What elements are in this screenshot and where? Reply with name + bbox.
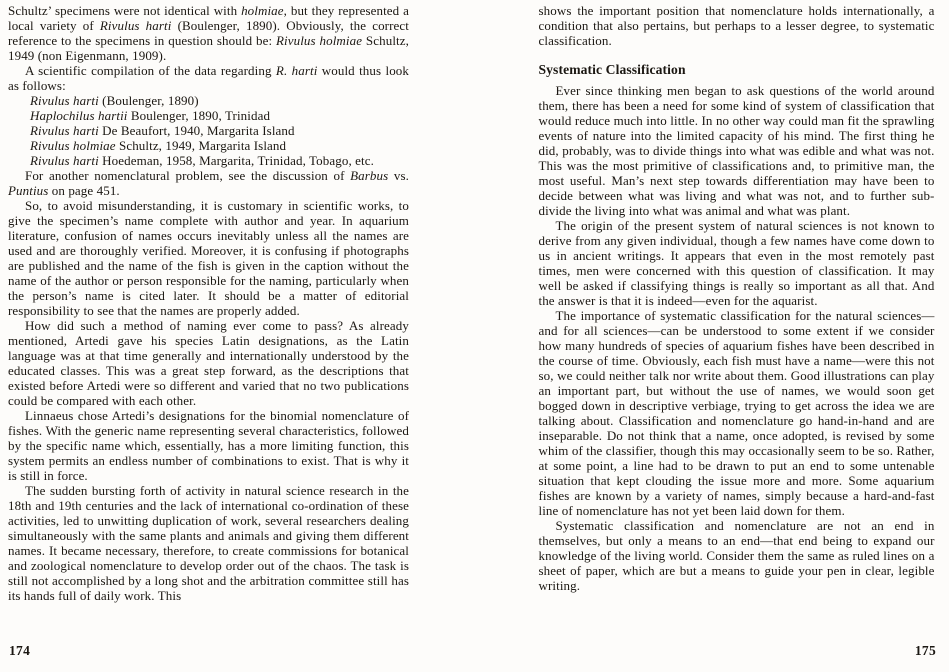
text-run: shows the important position that nomenclature holds internationally, a condition that also pertains, but perhaps to a lesser degree, to systematic classification. <box>538 3 935 48</box>
text-run: De Beaufort, 1940, Margarita Island <box>98 123 295 138</box>
species-name-italic: Barbus <box>350 168 389 183</box>
text-run: Schultz’ specimens were not identical with <box>8 3 242 18</box>
species-name-italic: Puntius <box>8 183 49 198</box>
paragraph <box>539 308 935 518</box>
page-175 <box>475 0 949 672</box>
text-run: , but they represented a local variety of <box>8 3 409 33</box>
text-run: The importance of systematic classification for the natural sciences—and for all sciences—can be understood to some extent if we consider how many hundreds of species of aquarium fishes have been described in the course of time. Obviously, each fish must have a name—were this not so, we could neither talk nor write about them. Good illustrations can play an important part, but without the use of names, we would soon get bogged down in descriptive verbiage, trying to get across the idea we are talking about. Classification and nomenclature go hand-in-hand and are inseparable. Do not think that a name, once adopted, is revised by some whim of the classifier, though this may occasionally seem to be so. Rather, at some point, a line had to be drawn to put an end to some untenable situation that kept clouding the issue more and more. Some aquarium fishes are known by a variety of names, simply because a hard-and-fast line of nomenclature has not yet been laid down for them. <box>538 308 935 518</box>
species-name-italic: Rivulus holmiae <box>276 33 363 48</box>
synonymy-entry <box>8 123 409 138</box>
paragraph <box>8 63 409 93</box>
text-run: Linnaeus chose Artedi’s designations for the binomial nomenclature of fishes. With the generic name representing several characteristics, followed by the specific name which, essentially, has a more limiting function, this system permits an endless number of combinations to exist. That is why it is still in force. <box>8 408 409 483</box>
text-run: A scientific compilation of the data regarding <box>25 63 276 78</box>
species-name-italic: Rivulus holmiae <box>30 138 116 153</box>
paragraph <box>8 3 409 63</box>
synonymy-entry <box>8 93 409 108</box>
text-run: The origin of the present system of natural sciences is not known to derive from any given individual, though a few names have come down to us in ancient writings. It appears that even in the most remotely past times, men were concerned with this question of classification. It may well be asked if classifying things is really so important as all that. And the answer is that it is indeed—even for the aquarist. <box>538 218 935 308</box>
text-run: For another nomenclatural problem, see the discussion of <box>25 168 351 183</box>
text-run: Systematic classification and nomenclature are not an end in themselves, but only a means to an end—that end being to expand our knowledge of the living world. Consider them the same as ruled lines on a sheet of paper, which are but a means to guide your pen in clear, legible writing. <box>538 518 935 593</box>
paragraph <box>539 518 935 593</box>
species-name-italic: holmiae <box>241 3 284 18</box>
text-run: (Boulenger, 1890) <box>98 93 199 108</box>
paragraph <box>8 483 409 603</box>
synonymy-entry <box>8 138 409 153</box>
species-name-italic: Haplochilus hartii <box>30 108 128 123</box>
page-number-175: 175 <box>914 643 936 658</box>
page-number-174: 174 <box>9 643 31 658</box>
text-run: (Boulenger, 1890). Obviously, the correct reference to the specimens in question should be: <box>8 18 409 48</box>
species-name-italic: Rivulus harti <box>30 123 99 138</box>
text-run: Boulenger, 1890, Trinidad <box>127 108 271 123</box>
text-run: Schultz, 1949, Margarita Island <box>115 138 287 153</box>
species-name-italic: R. harti <box>275 63 318 78</box>
text-run: Schultz, 1949 (non Eigenmann, 1909). <box>8 33 409 63</box>
page-174-text-column <box>8 3 409 603</box>
paragraph <box>8 318 409 408</box>
synonymy-entry <box>8 108 409 123</box>
species-name-italic: Rivulus harti <box>30 153 99 168</box>
species-name-italic: Rivulus harti <box>30 93 99 108</box>
text-run: vs. <box>388 168 409 183</box>
paragraph <box>8 198 409 318</box>
species-name-italic: Rivulus harti <box>99 18 172 33</box>
text-run: How did such a method of naming ever come to pass? As already mentioned, Artedi gave his species Latin designations, as the Latin language was at that time generally and internationally understood by the educated classes. This was a great step forward, as the descriptions that existed before Artedi were so different and varied that no two publications could be compared with each other. <box>8 318 409 408</box>
text-run: Hoedeman, 1958, Margarita, Trinidad, Tobago, etc. <box>98 153 374 168</box>
text-run: on page 451. <box>48 183 120 198</box>
paragraph <box>539 3 935 48</box>
text-run: Ever since thinking men began to ask questions of the world around them, there has been a need for some kind of system of classification that would reduce much into little. In no other way could man fit the sprawling events of nature into the limited capacity of his mind. The first thing he did, probably, was to divide things into what was edible and what was not. This was the most primitive of classifications and, to primitive man, the most useful. Man’s next step towards differentiation may have been to decide between what was living and what was not, and to further sub-divide the living into what was animal and what was plant. <box>538 83 935 218</box>
text-run: So, to avoid misunderstanding, it is customary in scientific works, to give the specimen’s name complete with author and year. In aquarium literature, confusion of names occurs inevitably unless all the names are used and are thoroughly verified. Moreover, it is confusing if photographs are published and the name of the fish is given in the caption without the name of the author or person responsible for the naming, particularly when the person’s name is cited later. It should be a matter of editorial responsibility to see that the names are properly added. <box>8 198 409 318</box>
page-175-text-column <box>539 3 935 593</box>
paragraph <box>539 83 935 218</box>
paragraph <box>8 408 409 483</box>
section-heading: Systematic Classification <box>538 62 686 77</box>
paragraph <box>539 218 935 308</box>
synonymy-entry <box>8 153 409 168</box>
text-run: The sudden bursting forth of activity in natural science research in the 18th and 19th centuries and the lack of international co-ordination of these activities, led to unwitting duplication of work, several researchers dealing simultaneously with the same plants and animals and giving them different names. It became necessary, therefore, to create commissions for botanical and zoological nomenclature to develop order out of the chaos. The task is still not accomplished by a long shot and the arbitration committee still has its hands full of daily work. This <box>8 483 409 603</box>
paragraph <box>8 168 409 198</box>
text-run: would thus look as follows: <box>8 63 409 93</box>
